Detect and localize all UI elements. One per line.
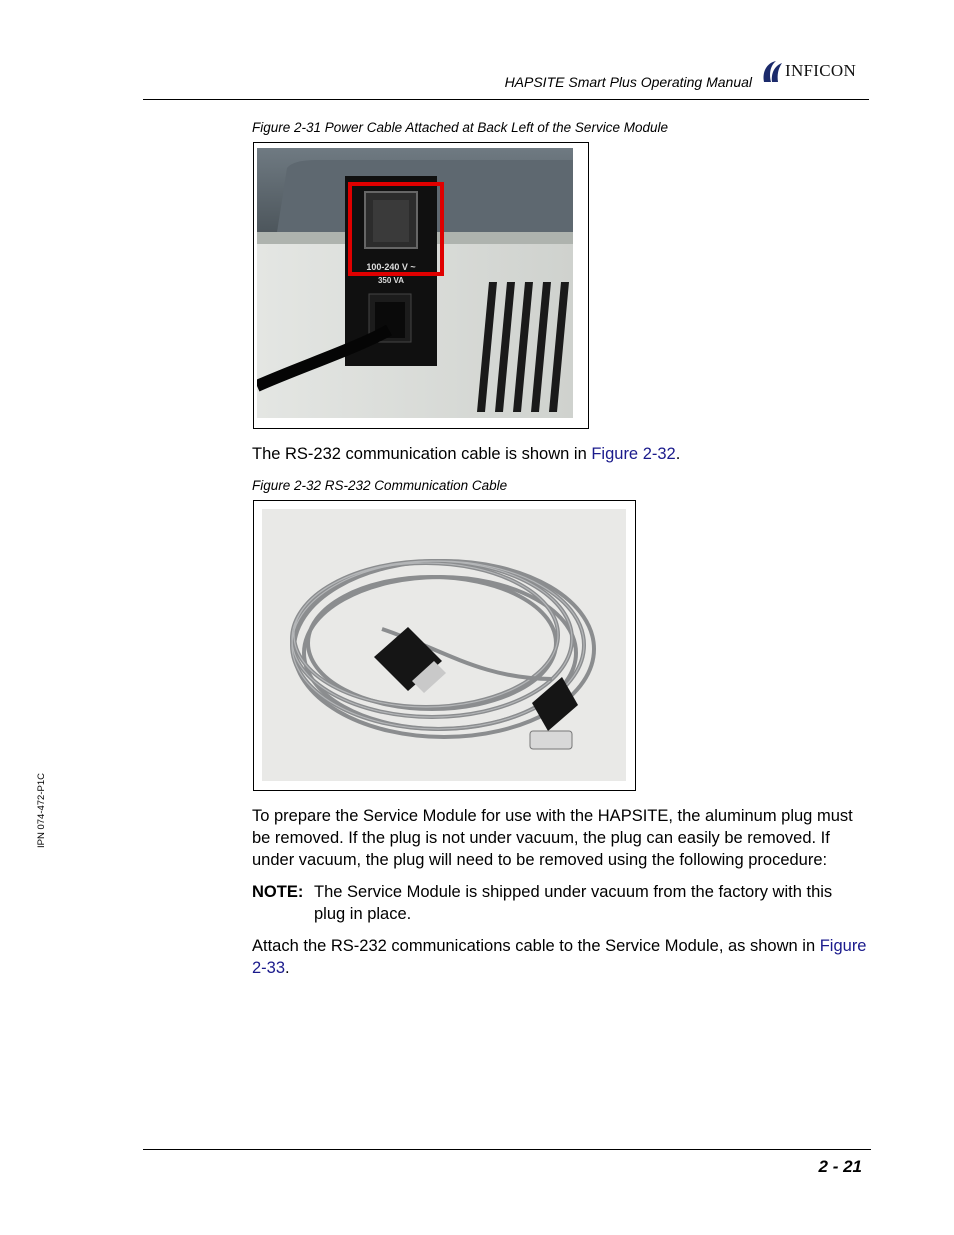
figure-2-32-frame bbox=[253, 500, 636, 791]
paragraph-text: The RS-232 communication cable is shown in bbox=[252, 445, 592, 463]
figure-2-32-link[interactable]: Figure 2-32 bbox=[591, 445, 676, 463]
paragraph-text-end: . bbox=[285, 959, 290, 977]
paragraph-figure-2-32-reference bbox=[252, 443, 872, 465]
paragraph-text-end: . bbox=[675, 445, 681, 463]
rs232-cable-photo bbox=[262, 509, 626, 781]
paragraph-attach-cable bbox=[252, 935, 872, 979]
paragraph-prepare-module: To prepare the Service Module for use with the HAPSITE, the aluminum plug must be removed. If the plug is not under vacuum, the plug can easily be removed. If under vacuum, the plug will need to be removed using the following procedure: bbox=[252, 807, 853, 869]
brand-logo bbox=[760, 58, 875, 84]
note-label: NOTE: bbox=[252, 883, 304, 901]
manual-title: HAPSITE Smart Plus Operating Manual bbox=[504, 74, 752, 90]
note-text: The Service Module is shipped under vacuum from the factory with this plug in place. bbox=[314, 883, 833, 923]
power-cable-photo bbox=[257, 148, 573, 418]
brand-name: INFICON bbox=[785, 61, 857, 80]
note-block bbox=[252, 881, 872, 925]
rating-label-power: 350 VA bbox=[377, 276, 405, 285]
document-part-number: IPN 074-472-P1C bbox=[36, 773, 47, 848]
figure-2-31-frame bbox=[253, 142, 589, 429]
figure-2-32-caption: Figure 2-32 RS-232 Communication Cable bbox=[252, 478, 508, 493]
paragraph-text: Attach the RS-232 communications cable to the Service Module, as shown in bbox=[252, 937, 820, 955]
footer-rule bbox=[143, 1149, 871, 1150]
page-number: 2 - 21 bbox=[818, 1157, 862, 1176]
rating-label-voltage: 100-240 V ~ bbox=[366, 262, 416, 272]
figure-2-33-link[interactable]: Figure 2-33 bbox=[252, 937, 867, 977]
figure-2-31-caption: Figure 2-31 Power Cable Attached at Back Left of the Service Module bbox=[252, 120, 668, 135]
inficon-logo-icon bbox=[760, 58, 784, 84]
header-rule bbox=[143, 99, 869, 100]
